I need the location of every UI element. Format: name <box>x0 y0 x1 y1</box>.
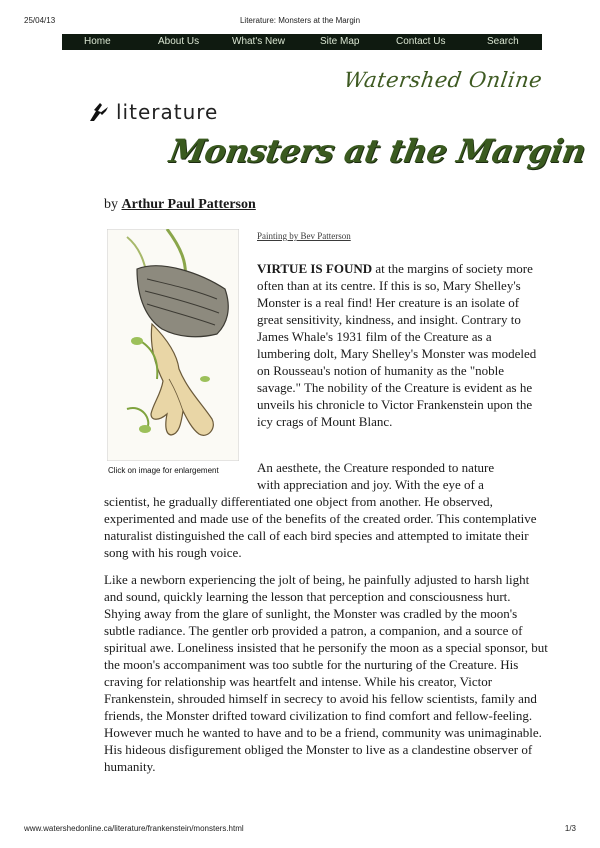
para2-text: scientist, he gradually differentiated one object from another. He observed, experimented and made use of the benefits of the created order. This contemplative naturalist distinguished the call of each bird species and attempted to imitate their song with his rough voice. <box>104 494 537 560</box>
nav-whats-new-link[interactable]: What's New <box>232 36 286 47</box>
section-heading <box>88 100 218 124</box>
print-page-title: Literature: Monsters at the Margin <box>239 16 361 25</box>
para2-line-1: An aesthete, the Creature responded to nature <box>257 460 495 475</box>
print-page-number: 1/3 <box>564 824 576 833</box>
painting-credit <box>257 231 351 241</box>
nav-home-link[interactable]: Home <box>84 36 111 47</box>
byline <box>104 197 256 213</box>
top-nav <box>62 34 542 50</box>
byline-prefix: by <box>104 197 118 212</box>
image-caption: Click on image for enlargement <box>108 466 219 475</box>
author-link[interactable]: Arthur Paul Patterson <box>121 197 256 212</box>
site-brand-logo[interactable]: Watershed Online <box>342 68 544 92</box>
para2-line-2: with appreciation and joy. With the eye of a <box>257 477 484 492</box>
hands-painting-image[interactable] <box>107 229 239 461</box>
quill-icon <box>88 101 110 123</box>
nav-contact-link[interactable]: Contact Us <box>396 36 446 47</box>
lead-in: VIRTUE IS FOUND <box>257 261 373 276</box>
print-date: 25/04/13 <box>24 16 56 25</box>
nav-about-link[interactable]: About Us <box>158 36 200 47</box>
print-url: www.watershedonline.ca/literature/frankenstein/monsters.html <box>24 824 244 833</box>
page-title: Monsters at the Margin <box>166 132 589 170</box>
section-label: literature <box>116 100 219 124</box>
article-paragraph-2 <box>104 459 548 561</box>
article-paragraph-1 <box>257 260 547 430</box>
nav-search-link[interactable]: Search <box>487 36 519 47</box>
article-paragraph-3: Like a newborn experiencing the jolt of being, he painfully adjusted to harsh light and sound, quickly learning the lesson that perception and consciousness hurt. Shying away from the glare of sunlight, the Monster was cradled by the moon's subtle radiance. The gentler orb provided a patron, a companion, and a source of spiritual awe. Loneliness insisted that he personify the moon as a special sponsor, but the moon's accompaniment was too subtle for the nurturing of the Creature. His craving for relationship was heartfelt and intense. While his creator, Victor Frankenstein, shrouded himself in secrecy to avoid his fellow scientists, family and friends, the Monster drifted toward civilization to find comfort and fellow-feeling. However much he wanted to have and to be a friend, community was unimaginable. His hideous disfigurement obliged the Monster to live as a clandestine observer of humanity. <box>104 572 548 774</box>
nav-site-map-link[interactable]: Site Map <box>320 36 360 47</box>
para1-text: at the margins of society more often than at its centre. If this is so, Mary Shelley's Monster is a real find! Her creature is an isolate of great sensitivity, kindness, and insight. Contrary to James Whale's 1931 film of the Creature as a lumbering dolt, Mary Shelley's Monster was modeled on Rousseau's notion of humanity as the "noble savage." The nobility of the Creature is evident as he unveils his chronicle to Victor Frankenstein upon the icy crags of Mount Blanc. <box>257 261 537 429</box>
painting-credit-link[interactable]: Painting by Bev Patterson <box>257 231 351 241</box>
